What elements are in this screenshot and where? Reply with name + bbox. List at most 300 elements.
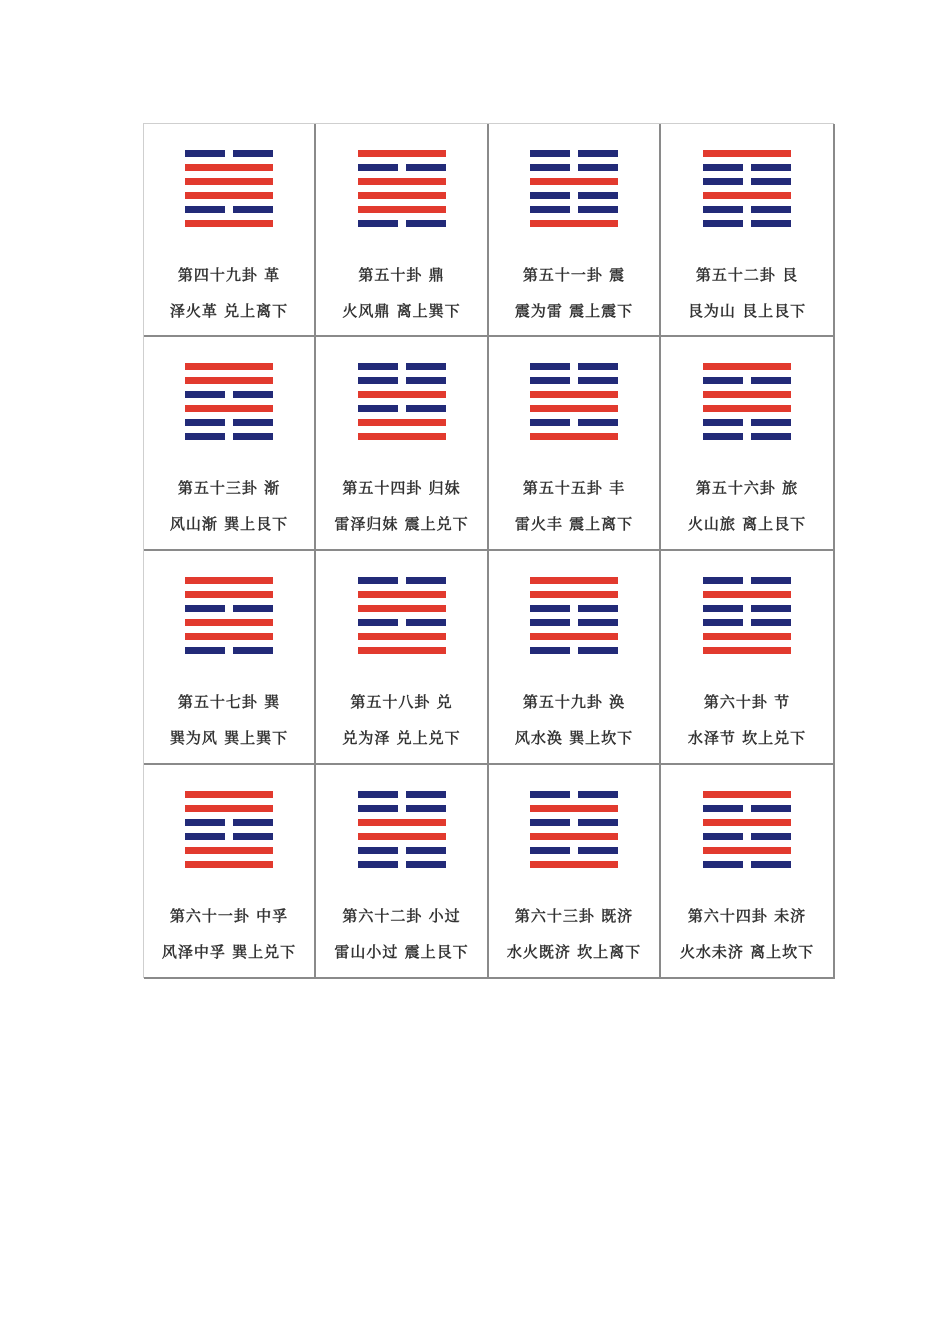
yang-line	[530, 805, 618, 812]
line-segment	[185, 619, 273, 626]
line-segment	[358, 206, 446, 213]
hexagram-description: 风泽中孚 巽上兑下	[161, 943, 297, 961]
yin-line	[358, 619, 446, 626]
line-segment	[751, 605, 791, 612]
line-segment	[530, 405, 618, 412]
hexagram-symbol	[185, 791, 273, 875]
yin-line	[358, 805, 446, 812]
line-segment	[185, 419, 225, 426]
hexagram-description: 雷火丰 震上离下	[514, 515, 634, 533]
line-segment	[703, 164, 743, 171]
line-segment	[530, 150, 570, 157]
yang-line	[358, 150, 446, 157]
yang-line	[185, 363, 273, 370]
line-segment	[185, 633, 273, 640]
hexagram-title: 第六十四卦 未济	[687, 907, 807, 925]
line-segment	[185, 605, 225, 612]
hexagram-title: 第六十三卦 既济	[514, 907, 634, 925]
yin-line	[703, 164, 791, 171]
line-segment	[233, 150, 273, 157]
line-segment	[530, 591, 618, 598]
line-segment	[578, 619, 618, 626]
line-segment	[751, 164, 791, 171]
line-segment	[530, 819, 570, 826]
yin-line	[530, 164, 618, 171]
yang-line	[703, 150, 791, 157]
hexagram-symbol	[703, 577, 791, 661]
yang-line	[530, 405, 618, 412]
line-segment	[751, 433, 791, 440]
yang-line	[530, 433, 618, 440]
yang-line	[185, 861, 273, 868]
line-segment	[530, 419, 570, 426]
hexagram-cell	[489, 124, 661, 337]
line-segment	[578, 192, 618, 199]
yin-line	[185, 391, 273, 398]
yang-line	[185, 791, 273, 798]
line-segment	[703, 833, 743, 840]
yang-line	[703, 819, 791, 826]
hexagram-title: 第五十五卦 丰	[522, 479, 626, 497]
line-segment	[703, 405, 791, 412]
line-segment	[185, 833, 225, 840]
line-segment	[406, 791, 446, 798]
line-segment	[233, 647, 273, 654]
line-segment	[530, 178, 618, 185]
line-segment	[358, 833, 446, 840]
yin-line	[358, 791, 446, 798]
yang-line	[358, 633, 446, 640]
line-segment	[703, 178, 743, 185]
hexagram-cell	[489, 337, 661, 551]
line-segment	[233, 419, 273, 426]
hexagram-symbol	[358, 363, 446, 447]
yang-line	[358, 433, 446, 440]
yang-line	[185, 192, 273, 199]
yang-line	[185, 577, 273, 584]
yang-line	[703, 192, 791, 199]
line-segment	[185, 647, 225, 654]
line-segment	[358, 605, 446, 612]
line-segment	[358, 805, 398, 812]
hexagram-cell	[661, 337, 835, 551]
line-segment	[530, 363, 570, 370]
yin-line	[358, 363, 446, 370]
line-segment	[530, 391, 618, 398]
hexagram-symbol	[703, 150, 791, 234]
yin-line	[703, 577, 791, 584]
yin-line	[358, 377, 446, 384]
line-segment	[751, 805, 791, 812]
yang-line	[530, 833, 618, 840]
yin-line	[185, 150, 273, 157]
yin-line	[703, 220, 791, 227]
hexagram-cell	[144, 124, 316, 337]
yin-line	[185, 833, 273, 840]
hexagram-cell	[144, 337, 316, 551]
yang-line	[358, 605, 446, 612]
line-segment	[703, 591, 791, 598]
line-segment	[578, 150, 618, 157]
line-segment	[185, 206, 225, 213]
yin-line	[530, 819, 618, 826]
hexagram-title: 第五十七卦 巽	[177, 693, 281, 711]
hexagram-symbol	[185, 150, 273, 234]
yang-line	[530, 577, 618, 584]
line-segment	[530, 861, 618, 868]
line-segment	[530, 433, 618, 440]
line-segment	[703, 819, 791, 826]
line-segment	[703, 791, 791, 798]
line-segment	[578, 847, 618, 854]
line-segment	[358, 633, 446, 640]
hexagram-description: 风山渐 巽上艮下	[169, 515, 289, 533]
yang-line	[358, 206, 446, 213]
line-segment	[233, 833, 273, 840]
yang-line	[358, 391, 446, 398]
line-segment	[358, 391, 446, 398]
hexagram-description: 火风鼎 离上巽下	[342, 302, 461, 320]
yang-line	[703, 391, 791, 398]
line-segment	[578, 819, 618, 826]
hexagram-description: 水泽节 坎上兑下	[687, 729, 807, 747]
line-segment	[751, 220, 791, 227]
line-segment	[703, 577, 743, 584]
line-segment	[358, 164, 398, 171]
line-segment	[530, 577, 618, 584]
line-segment	[185, 178, 273, 185]
hexagram-description: 兑为泽 兑上兑下	[342, 729, 461, 747]
yin-line	[703, 605, 791, 612]
line-segment	[185, 391, 225, 398]
hexagram-title: 第五十九卦 涣	[522, 693, 626, 711]
yin-line	[530, 206, 618, 213]
yang-line	[703, 847, 791, 854]
line-segment	[358, 363, 398, 370]
hexagram-description: 震为雷 震上震下	[514, 302, 634, 320]
yin-line	[703, 377, 791, 384]
line-segment	[751, 577, 791, 584]
hexagram-symbol	[530, 363, 618, 447]
yang-line	[358, 833, 446, 840]
yang-line	[530, 591, 618, 598]
hexagram-title: 第六十一卦 中孚	[169, 907, 289, 925]
line-segment	[358, 819, 446, 826]
line-segment	[406, 847, 446, 854]
line-segment	[751, 178, 791, 185]
line-segment	[751, 419, 791, 426]
yang-line	[185, 591, 273, 598]
line-segment	[578, 647, 618, 654]
hexagram-title: 第五十四卦 归妹	[342, 479, 461, 497]
line-segment	[358, 647, 446, 654]
line-segment	[578, 791, 618, 798]
line-segment	[751, 619, 791, 626]
line-segment	[185, 805, 273, 812]
hexagram-cell	[316, 765, 489, 979]
line-segment	[185, 591, 273, 598]
line-segment	[406, 377, 446, 384]
hexagram-cell	[144, 765, 316, 979]
hexagram-title: 第五十三卦 渐	[177, 479, 281, 497]
hexagram-symbol	[530, 791, 618, 875]
yin-line	[185, 605, 273, 612]
line-segment	[530, 833, 618, 840]
hexagram-symbol	[358, 150, 446, 234]
yang-line	[185, 405, 273, 412]
line-segment	[703, 605, 743, 612]
yin-line	[703, 206, 791, 213]
yang-line	[185, 847, 273, 854]
line-segment	[233, 206, 273, 213]
hexagram-description: 火水未济 离上坎下	[679, 943, 815, 961]
line-segment	[578, 605, 618, 612]
yin-line	[530, 605, 618, 612]
yang-line	[358, 192, 446, 199]
yin-line	[530, 419, 618, 426]
line-segment	[185, 577, 273, 584]
yin-line	[358, 847, 446, 854]
yin-line	[530, 647, 618, 654]
line-segment	[703, 150, 791, 157]
hexagram-cell	[316, 337, 489, 551]
yin-line	[185, 206, 273, 213]
line-segment	[530, 377, 570, 384]
yin-line	[703, 805, 791, 812]
line-segment	[703, 220, 743, 227]
hexagram-description: 火山旅 离上艮下	[687, 515, 807, 533]
line-segment	[703, 419, 743, 426]
yang-line	[185, 178, 273, 185]
line-segment	[358, 577, 398, 584]
hexagram-symbol	[530, 150, 618, 234]
hexagram-symbol	[358, 791, 446, 875]
line-segment	[406, 220, 446, 227]
hexagram-symbol	[703, 363, 791, 447]
hexagram-description: 泽火革 兑上离下	[169, 302, 289, 320]
line-segment	[406, 805, 446, 812]
yang-line	[530, 861, 618, 868]
yang-line	[530, 633, 618, 640]
line-segment	[358, 178, 446, 185]
line-segment	[233, 433, 273, 440]
line-segment	[358, 150, 446, 157]
line-segment	[185, 847, 273, 854]
line-segment	[530, 220, 618, 227]
line-segment	[530, 605, 570, 612]
yin-line	[185, 433, 273, 440]
line-segment	[233, 391, 273, 398]
line-segment	[530, 164, 570, 171]
yin-line	[703, 833, 791, 840]
line-segment	[406, 363, 446, 370]
hexagram-description: 雷山小过 震上艮下	[334, 943, 469, 961]
hexagram-title: 第六十二卦 小过	[342, 907, 461, 925]
line-segment	[406, 861, 446, 868]
hexagram-description: 水火既济 坎上离下	[506, 943, 642, 961]
yang-line	[358, 819, 446, 826]
line-segment	[185, 220, 273, 227]
line-segment	[185, 377, 273, 384]
line-segment	[530, 619, 570, 626]
line-segment	[358, 433, 446, 440]
line-segment	[358, 861, 398, 868]
yang-line	[185, 805, 273, 812]
yang-line	[703, 591, 791, 598]
yin-line	[703, 433, 791, 440]
hexagram-symbol	[185, 363, 273, 447]
hexagram-title: 第五十一卦 震	[522, 266, 626, 284]
line-segment	[358, 405, 398, 412]
yang-line	[185, 220, 273, 227]
line-segment	[578, 206, 618, 213]
line-segment	[406, 577, 446, 584]
yin-line	[703, 861, 791, 868]
line-segment	[185, 363, 273, 370]
yang-line	[703, 791, 791, 798]
line-segment	[703, 861, 743, 868]
line-segment	[703, 206, 743, 213]
yang-line	[185, 164, 273, 171]
yang-line	[358, 419, 446, 426]
yang-line	[530, 391, 618, 398]
yin-line	[185, 819, 273, 826]
hexagram-symbol	[358, 577, 446, 661]
hexagram-title: 第五十八卦 兑	[350, 693, 453, 711]
line-segment	[185, 819, 225, 826]
line-segment	[530, 633, 618, 640]
line-segment	[530, 647, 570, 654]
line-segment	[578, 419, 618, 426]
line-segment	[358, 591, 446, 598]
yin-line	[358, 164, 446, 171]
line-segment	[578, 363, 618, 370]
hexagram-cell	[661, 124, 835, 337]
line-segment	[530, 192, 570, 199]
line-segment	[703, 433, 743, 440]
yang-line	[358, 591, 446, 598]
hexagram-description: 艮为山 艮上艮下	[687, 302, 807, 320]
yang-line	[703, 633, 791, 640]
line-segment	[406, 619, 446, 626]
line-segment	[751, 833, 791, 840]
yin-line	[358, 220, 446, 227]
yin-line	[530, 847, 618, 854]
yin-line	[358, 861, 446, 868]
yang-line	[358, 647, 446, 654]
hexagram-title: 第四十九卦 革	[177, 266, 281, 284]
yin-line	[703, 178, 791, 185]
hexagram-description: 风水涣 巽上坎下	[514, 729, 634, 747]
hexagram-symbol	[185, 577, 273, 661]
yin-line	[530, 619, 618, 626]
line-segment	[703, 377, 743, 384]
line-segment	[233, 605, 273, 612]
yang-line	[530, 178, 618, 185]
line-segment	[185, 861, 273, 868]
line-segment	[185, 164, 273, 171]
line-segment	[703, 805, 743, 812]
hexagram-table	[143, 123, 834, 978]
line-segment	[578, 377, 618, 384]
line-segment	[530, 805, 618, 812]
yang-line	[358, 178, 446, 185]
yin-line	[530, 791, 618, 798]
line-segment	[703, 647, 791, 654]
hexagram-description: 雷泽归妹 震上兑下	[334, 515, 469, 533]
line-segment	[406, 164, 446, 171]
line-segment	[703, 363, 791, 370]
line-segment	[185, 405, 273, 412]
hexagram-title: 第五十六卦 旅	[695, 479, 799, 497]
line-segment	[751, 377, 791, 384]
yin-line	[358, 577, 446, 584]
yin-line	[703, 419, 791, 426]
line-segment	[530, 791, 570, 798]
line-segment	[185, 150, 225, 157]
line-segment	[358, 192, 446, 199]
hexagram-cell	[661, 765, 835, 979]
hexagram-cell	[489, 551, 661, 765]
hexagram-cell	[316, 551, 489, 765]
yin-line	[530, 363, 618, 370]
line-segment	[185, 791, 273, 798]
hexagram-cell	[144, 551, 316, 765]
hexagram-title: 第五十卦 鼎	[358, 266, 445, 284]
hexagram-description: 巽为风 巽上巽下	[169, 729, 289, 747]
hexagram-title: 第五十二卦 艮	[695, 266, 799, 284]
line-segment	[358, 419, 446, 426]
line-segment	[751, 206, 791, 213]
yang-line	[185, 377, 273, 384]
yang-line	[703, 405, 791, 412]
yin-line	[530, 377, 618, 384]
line-segment	[703, 847, 791, 854]
yin-line	[358, 405, 446, 412]
line-segment	[185, 433, 225, 440]
line-segment	[530, 206, 570, 213]
hexagram-symbol	[703, 791, 791, 875]
yang-line	[703, 647, 791, 654]
line-segment	[358, 847, 398, 854]
line-segment	[703, 391, 791, 398]
yin-line	[185, 419, 273, 426]
line-segment	[358, 377, 398, 384]
hexagram-title: 第六十卦 节	[703, 693, 791, 711]
hexagram-cell	[661, 551, 835, 765]
line-segment	[703, 619, 743, 626]
hexagram-cell	[489, 765, 661, 979]
yang-line	[185, 633, 273, 640]
line-segment	[185, 192, 273, 199]
line-segment	[358, 791, 398, 798]
yang-line	[530, 220, 618, 227]
line-segment	[703, 192, 791, 199]
line-segment	[578, 164, 618, 171]
line-segment	[530, 847, 570, 854]
yang-line	[703, 363, 791, 370]
hexagram-cell	[316, 124, 489, 337]
line-segment	[358, 220, 398, 227]
yin-line	[530, 150, 618, 157]
yin-line	[185, 647, 273, 654]
yin-line	[530, 192, 618, 199]
line-segment	[233, 819, 273, 826]
line-segment	[703, 633, 791, 640]
line-segment	[406, 405, 446, 412]
line-segment	[358, 619, 398, 626]
hexagram-symbol	[530, 577, 618, 661]
